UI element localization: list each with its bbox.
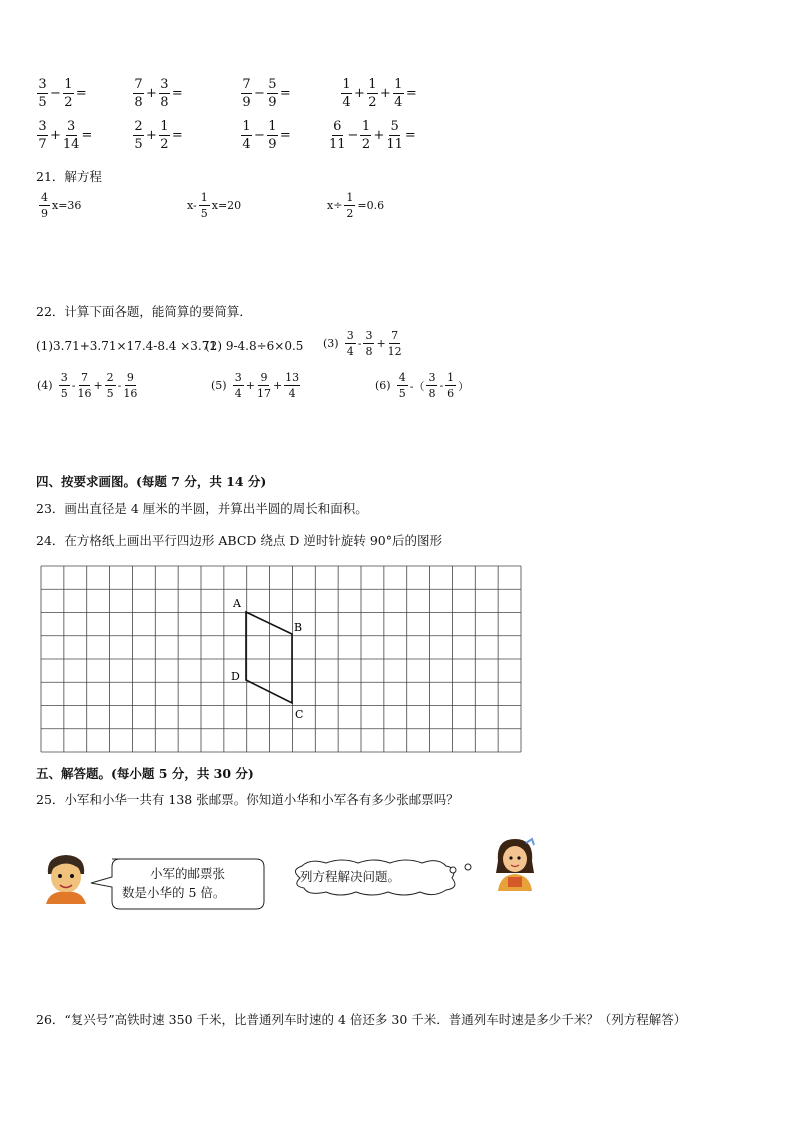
denominator: 4 <box>288 387 296 400</box>
calc-1-2 <box>132 78 184 109</box>
problem-label: (6) <box>375 379 391 392</box>
vertex-label-a: A <box>233 597 241 610</box>
problem-5 <box>210 372 301 399</box>
boy-icon <box>42 852 90 904</box>
numerator: 9 <box>126 371 134 384</box>
denominator: 4 <box>242 137 251 152</box>
operator: + <box>245 379 255 392</box>
equals-sign: = <box>279 128 291 143</box>
operator: + <box>146 86 157 101</box>
equation-3 <box>326 192 385 219</box>
numerator: 6 <box>333 119 342 134</box>
numerator: 3 <box>365 329 373 342</box>
question-22-title: 22．计算下面各题，能简算的要简算． <box>36 304 252 319</box>
equals-sign: = <box>171 128 183 143</box>
question-21-title: 21．解方程 <box>36 169 102 184</box>
question-24: 24．在方格纸上画出平行四边形 ABCD 绕点 D 逆时针旋转 90°后的图形 <box>36 533 442 548</box>
operator: - <box>357 337 362 350</box>
equals-sign: = <box>279 86 291 101</box>
equation-rest: x=20 <box>211 199 242 212</box>
denominator: 7 <box>38 137 47 152</box>
closing-paren: ） <box>458 379 470 393</box>
denominator: 12 <box>387 345 402 358</box>
calc-2-1 <box>36 120 93 151</box>
numerator: 3 <box>346 329 354 342</box>
problem-3 <box>322 330 403 357</box>
numerator: 3 <box>38 119 47 134</box>
denominator: 4 <box>234 387 242 400</box>
numerator: 3 <box>160 77 169 92</box>
numerator: 1 <box>342 77 351 92</box>
equals-sign: = <box>404 128 416 143</box>
numerator: 3 <box>428 371 436 384</box>
denominator: 4 <box>346 345 354 358</box>
numerator: 1 <box>394 77 403 92</box>
denominator: 2 <box>346 207 354 220</box>
denominator: 5 <box>398 387 406 400</box>
denominator: 14 <box>62 137 80 152</box>
equation-prefix: x- <box>187 199 197 212</box>
denominator: 8 <box>428 387 436 400</box>
denominator: 16 <box>77 387 92 400</box>
equals-sign: = <box>171 86 183 101</box>
denominator: 4 <box>394 95 403 110</box>
calc-1-3 <box>240 78 292 109</box>
section-5-heading: 五、解答题。(每小题 5 分，共 30 分) <box>36 766 254 781</box>
problem-1: (1)3.71+3.71×17.4-8.4 ×3.71 <box>36 339 217 353</box>
denominator: 16 <box>123 387 138 400</box>
operator: + <box>146 128 157 143</box>
numerator: 3 <box>67 119 76 134</box>
calc-1-4 <box>340 78 418 109</box>
denominator: 5 <box>200 207 208 220</box>
numerator: 5 <box>268 77 277 92</box>
numerator: 7 <box>242 77 251 92</box>
numerator: 1 <box>242 119 251 134</box>
girl-icon <box>490 835 540 891</box>
denominator: 9 <box>242 95 251 110</box>
operator: + <box>379 86 391 101</box>
numerator: 7 <box>391 329 399 342</box>
equals-sign: = <box>81 128 93 143</box>
operator: − <box>254 86 265 101</box>
operator: + <box>93 379 103 392</box>
numerator: 3 <box>234 371 242 384</box>
vertex-label-b: B <box>294 621 303 634</box>
numerator: 1 <box>447 371 455 384</box>
numerator: 1 <box>361 119 371 134</box>
numerator: 4 <box>41 191 48 204</box>
operator: - <box>71 379 76 392</box>
operator: + <box>373 128 385 143</box>
equation-prefix: x÷ <box>327 199 343 212</box>
equals-sign: = <box>75 86 87 101</box>
denominator: 8 <box>134 95 143 110</box>
denominator: 9 <box>268 95 277 110</box>
calc-1-1 <box>36 78 88 109</box>
bubble-text-line-1: 小军的邮票张 <box>150 866 226 881</box>
problem-2: (2) 9-4.8÷6×0.5 <box>205 339 304 353</box>
vertex-label-d: D <box>231 670 240 683</box>
equation-1 <box>38 192 82 219</box>
denominator: 2 <box>368 95 377 110</box>
numerator: 3 <box>60 371 68 384</box>
question-25: 25．小军和小华一共有 138 张邮票。你知道小华和小军各有多少张邮票吗？ <box>36 792 459 807</box>
problem-label: (4) <box>37 379 53 392</box>
operator: − <box>347 128 359 143</box>
question-26: 26．“复兴号”高铁时速 350 千米，比普通列车时速的 4 倍还多 30 千米．普通列车时速是多少千米？（列方程解答） <box>36 1012 687 1027</box>
problem-label: (5) <box>211 379 227 392</box>
numerator: 7 <box>80 371 88 384</box>
calc-2-4 <box>328 120 417 151</box>
operator: − <box>254 128 265 143</box>
numerator: 3 <box>38 77 47 92</box>
denominator: 5 <box>60 387 68 400</box>
denominator: 11 <box>329 137 346 152</box>
operator: + <box>354 86 365 101</box>
operator: + <box>376 337 386 350</box>
denominator: 5 <box>134 137 143 152</box>
numerator: 1 <box>268 119 277 134</box>
grid-paper <box>40 565 522 753</box>
equation-2 <box>186 192 242 219</box>
denominator: 9 <box>41 207 48 220</box>
denominator: 8 <box>365 345 373 358</box>
operator: + <box>272 379 283 392</box>
numerator: 4 <box>398 371 406 384</box>
numerator: 2 <box>134 119 143 134</box>
operator: − <box>50 86 61 101</box>
denominator: 9 <box>268 137 277 152</box>
calc-2-3 <box>240 120 292 151</box>
problem-4 <box>36 372 138 399</box>
bubble-text-line-2: 数是小华的 5 倍。 <box>122 885 226 900</box>
numerator: 9 <box>260 371 268 384</box>
vertex-label-c: C <box>295 708 304 721</box>
problem-label: (3) <box>323 337 339 350</box>
numerator: 1 <box>160 119 169 134</box>
operator: - <box>439 379 444 392</box>
operator: + <box>50 128 61 143</box>
denominator: 2 <box>160 137 169 152</box>
denominator: 17 <box>256 387 271 400</box>
numerator: 7 <box>134 77 143 92</box>
calc-2-2 <box>132 120 184 151</box>
numerator: 1 <box>64 77 73 92</box>
numerator: 2 <box>106 371 114 384</box>
numerator: 5 <box>390 119 399 134</box>
denominator: 6 <box>447 387 455 400</box>
numerator: 1 <box>368 77 377 92</box>
denominator: 5 <box>106 387 114 400</box>
denominator: 8 <box>160 95 169 110</box>
section-4-heading: 四、按要求画图。(每题 7 分，共 14 分) <box>36 474 267 489</box>
numerator: 1 <box>346 191 354 204</box>
denominator: 5 <box>38 95 47 110</box>
numerator: 1 <box>200 191 208 204</box>
denominator: 2 <box>361 137 371 152</box>
denominator: 11 <box>386 137 403 152</box>
denominator: 4 <box>342 95 351 110</box>
equals-sign: = <box>405 86 417 101</box>
parallelogram-abcd <box>246 612 292 703</box>
equation-rest: x=36 <box>52 199 82 212</box>
question-23: 23．画出直径是 4 厘米的半圆，并算出半圆的周长和面积。 <box>36 501 368 516</box>
denominator: 2 <box>64 95 73 110</box>
operator: - <box>117 379 122 392</box>
problem-6 <box>374 372 470 399</box>
equation-rest: =0.6 <box>357 199 385 212</box>
thought-bubble-text: 列方程解决问题。 <box>300 869 401 884</box>
numerator: 13 <box>285 371 300 384</box>
operator: -（ <box>409 379 425 393</box>
